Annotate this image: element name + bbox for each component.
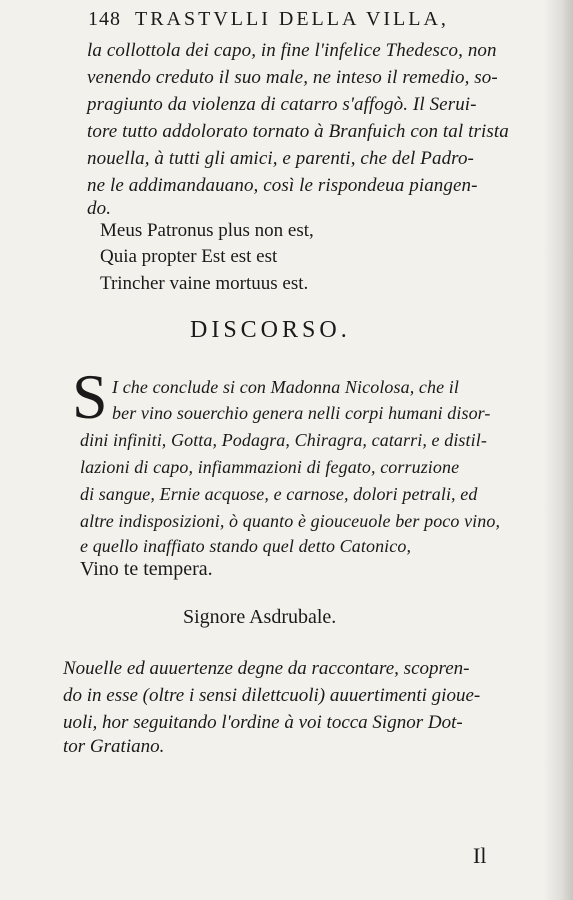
speaker-heading: Signore Asdrubale. xyxy=(183,606,337,628)
verse-line: Trincher vaine mortuus est. xyxy=(100,273,309,294)
running-title: TRASTVLLI DELLA VILLA, xyxy=(135,8,449,30)
text-line: venendo creduto il suo male, ne inteso il remedio, so- xyxy=(87,67,498,88)
text-line: tor Gratiano. xyxy=(63,736,165,757)
text-line: nouella, à tutti gli amici, e parenti, che del Padro- xyxy=(87,148,474,169)
text-line: do in esse (oltre i sensi dilettcuoli) auuertimenti gioue- xyxy=(63,685,481,706)
running-header xyxy=(88,8,449,31)
closing-phrase: Vino te tempera. xyxy=(80,558,213,580)
text-line: ne le addimandauano, così le rispondeua piangen- xyxy=(87,175,478,196)
text-line: do. xyxy=(87,198,112,219)
text-line: dini infiniti, Gotta, Podagra, Chiragra, catarri, e distil- xyxy=(80,430,487,450)
text-line: la collottola dei capo, in fine l'infelice Thedesco, non xyxy=(87,40,497,61)
signature-mark: Il xyxy=(473,843,487,868)
text-line: pragiunto da violenza di catarro s'affogò. Il Serui- xyxy=(87,94,477,115)
page-number: 148 xyxy=(88,8,121,30)
verse-line: Meus Patronus plus non est, xyxy=(100,220,314,241)
text-line: uoli, hor seguitando l'ordine à voi tocca Signor Dot- xyxy=(63,712,463,733)
text-line: altre indisposizioni, ò quanto è giouceuole ber poco vino, xyxy=(80,511,501,531)
text-line: e quello inaffiato stando quel detto Catonico, xyxy=(80,536,412,556)
page-gutter-shadow xyxy=(543,0,573,900)
section-heading: DISCORSO. xyxy=(190,317,351,343)
text-line: ber vino souerchio genera nelli corpi humani disor- xyxy=(112,403,491,423)
drop-cap: S xyxy=(72,361,108,432)
text-line: I che conclude si con Madonna Nicolosa, che il xyxy=(112,377,460,397)
text-line: lazioni di capo, infiammazioni di fegato, corruzione xyxy=(80,457,460,477)
verse-line: Quia propter Est est est xyxy=(100,246,278,267)
text-line: tore tutto addolorato tornato à Branfuich con tal trista xyxy=(87,121,509,142)
text-line: Nouelle ed auuertenze degne da raccontare, scopren- xyxy=(63,658,470,679)
text-line: di sangue, Ernie acquose, e carnose, dolori petrali, ed xyxy=(80,484,478,504)
